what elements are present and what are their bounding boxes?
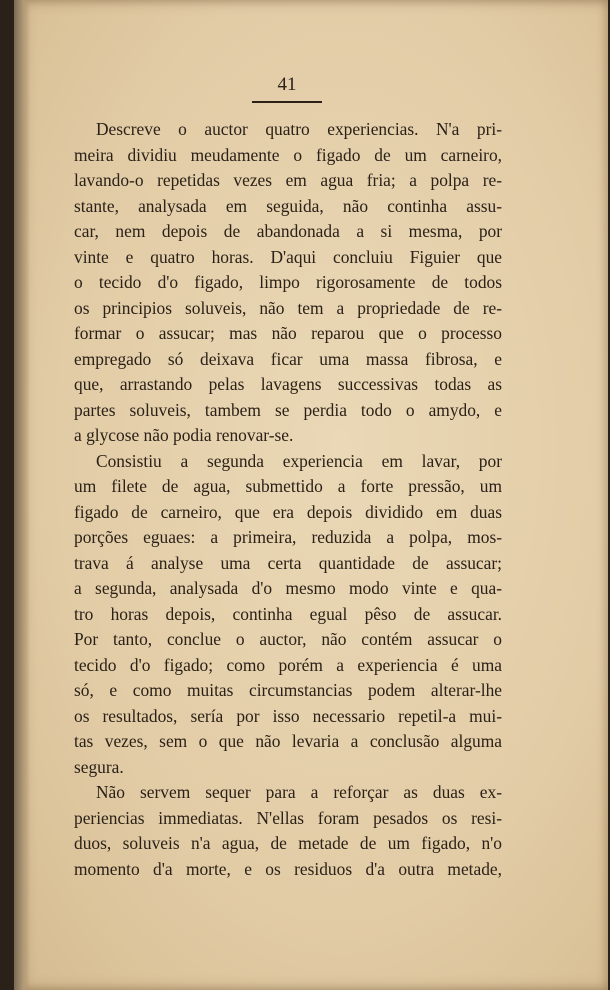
text-line: periencias immediatas. N'ellas foram pesados os resi- <box>74 807 502 828</box>
text-line: tas vezes, sem o que não levaria a conclusão alguma <box>74 731 502 751</box>
text-line: que, arrastando pelas lavagens successivas todas as <box>74 374 502 394</box>
text-line: momento d'a morte, e os residuos d'a outra metade, <box>74 858 502 879</box>
text-line: meira dividiu meudamente o figado de um carneiro, <box>74 144 502 165</box>
text-line: Descreve o auctor quatro experiencias. N'a pri- <box>96 119 502 139</box>
text-line: lavando-o repetidas vezes em agua fria; a polpa re- <box>74 170 502 190</box>
page-number-rule <box>252 101 322 103</box>
text-line: o tecido d'o figado, limpo rigorosamente de todos <box>74 272 502 292</box>
page-gutter-edge <box>14 0 30 990</box>
text-line: tecido d'o figado; como porém a experiencia é uma <box>74 654 502 675</box>
paragraph-3 <box>74 780 502 882</box>
text-line: partes soluveis, tambem se perdia todo o amydo, e <box>74 399 502 420</box>
text-line: stante, analysada em seguida, não continha assu- <box>74 195 502 216</box>
text-line: Não servem sequer para a reforçar as duas ex- <box>96 782 502 802</box>
text-line: segura. <box>74 756 124 777</box>
text-line: os resultados, sería por isso necessario repetil-a mui- <box>74 705 502 726</box>
text-line: porções eguaes: a primeira, reduzida a polpa, mos- <box>74 527 502 547</box>
text-line: empregado só deixava ficar uma massa fibrosa, e <box>74 348 502 369</box>
page-number: 41 <box>277 74 297 95</box>
paragraph-1 <box>74 117 502 449</box>
text-line: só, e como muitas circumstancias podem alterar-lhe <box>74 680 502 700</box>
text-line: tro horas depois, continha egual pêso de assucar. <box>74 603 502 624</box>
text-line: a glycose não podia renovar-se. <box>74 425 294 445</box>
text-line: um filete de agua, submettido a forte pressão, um <box>74 476 502 496</box>
body-text <box>74 117 502 882</box>
paragraph-2 <box>74 449 502 781</box>
text-line: formar o assucar; mas não reparou que o processo <box>74 323 502 343</box>
text-line: a segunda, analysada d'o mesmo modo vinte e qua- <box>74 578 502 598</box>
text-line: trava á analyse uma certa quantidade de assucar; <box>74 552 502 573</box>
text-line: vinte e quatro horas. D'aqui concluiu Figuier que <box>74 246 502 267</box>
text-line: car, nem depois de abandonada a si mesma, por <box>74 221 502 241</box>
text-line: os principios soluveis, não tem a propriedade de re- <box>74 297 502 318</box>
text-line: duos, soluveis n'a agua, de metade de um figado, n'o <box>74 833 502 853</box>
text-line: Por tanto, conclue o auctor, não contém assucar o <box>74 629 502 649</box>
text-line: figado de carneiro, que era depois dividido em duas <box>74 501 502 522</box>
text-line: Consistiu a segunda experiencia em lavar, por <box>96 450 502 471</box>
